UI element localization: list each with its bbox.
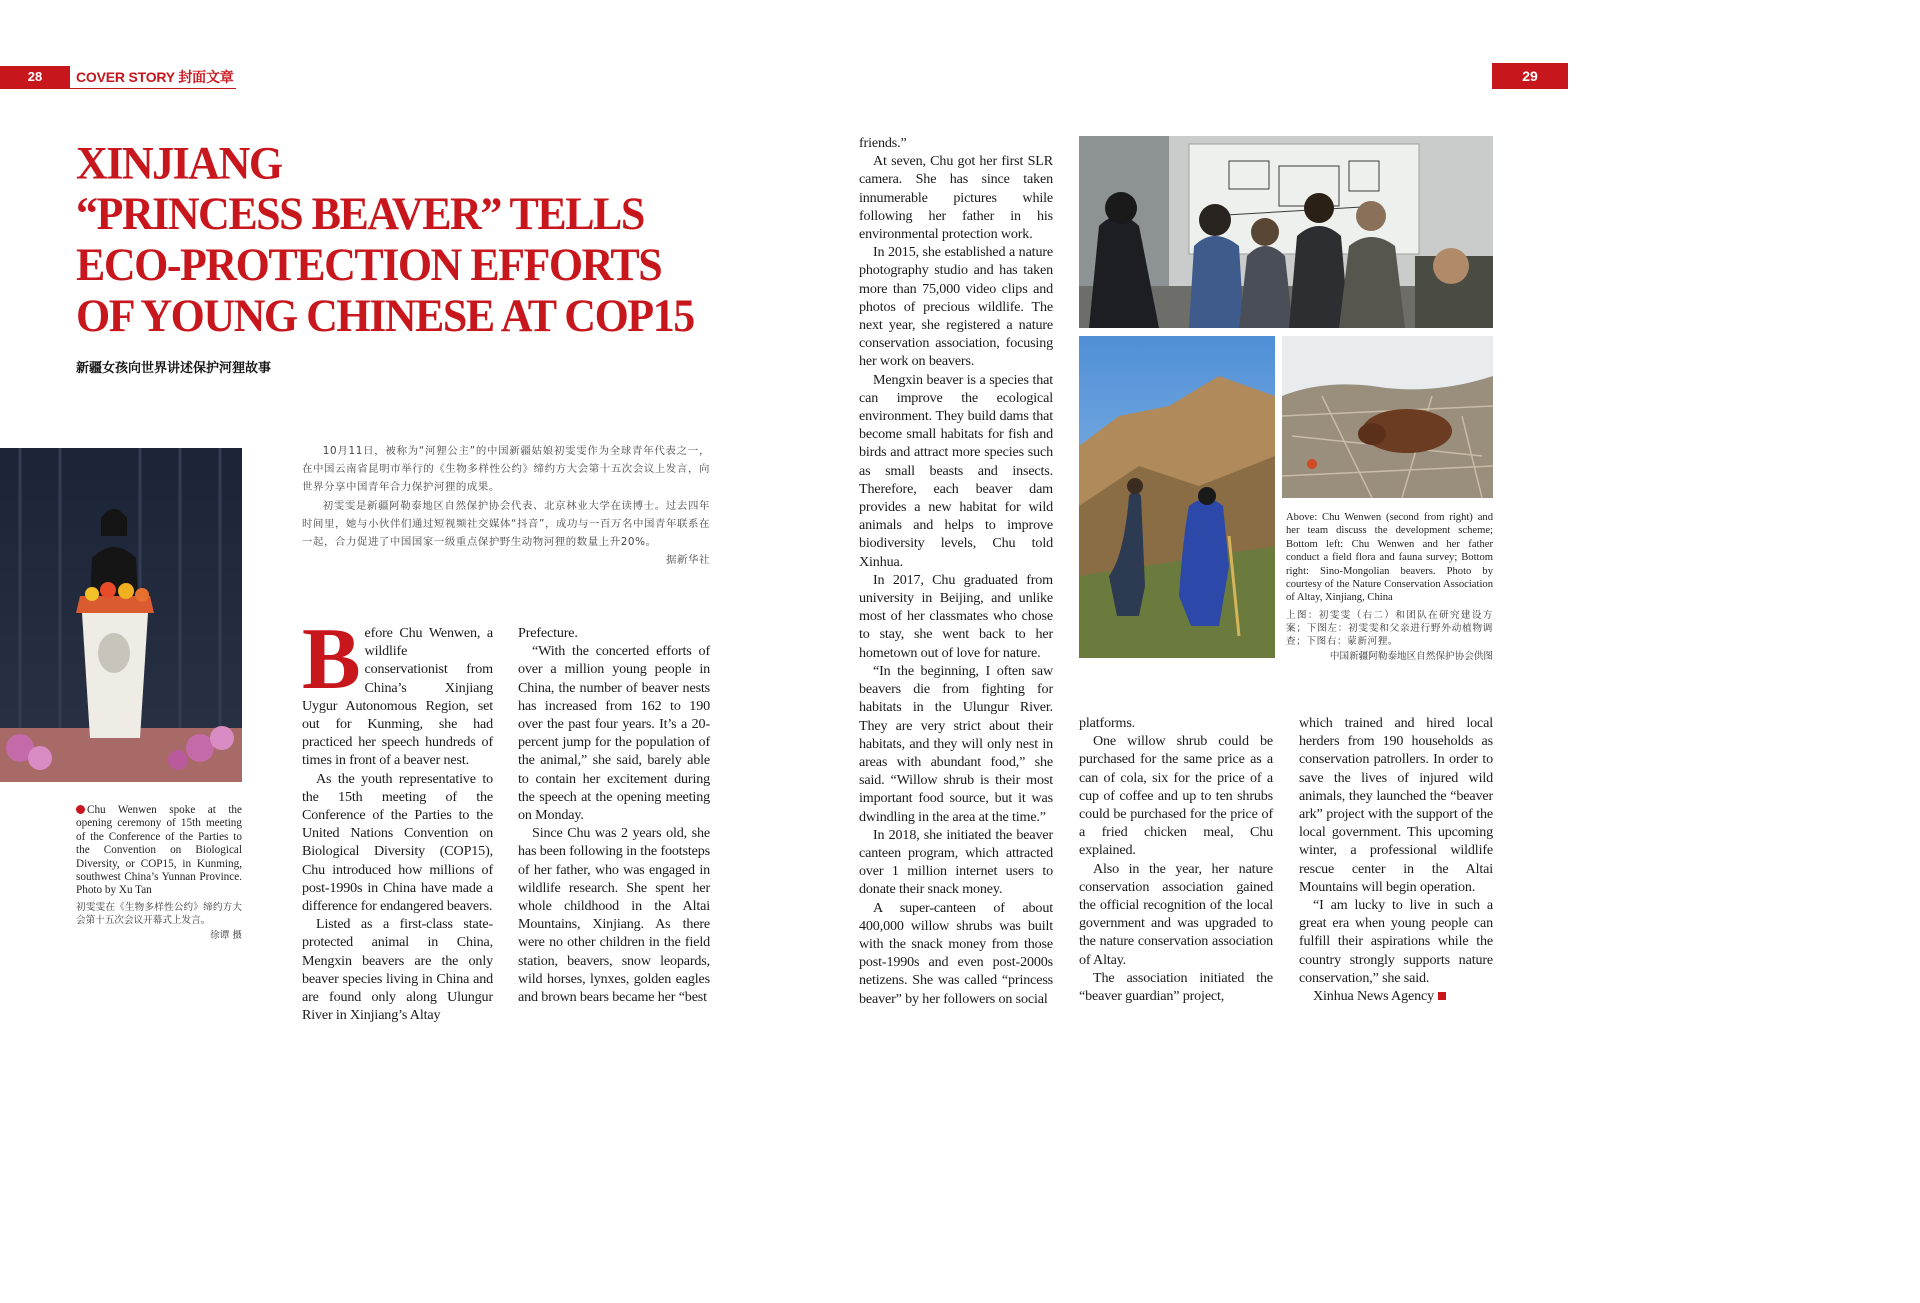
chinese-intro xyxy=(302,442,710,569)
paragraph: One willow shrub could be purchased for the same price as a can of cola, six for the price of a cup of coffee and up to ten shrubs could be purchased for the price of a fried chicken meal, Chu explained. xyxy=(1079,733,1273,859)
paragraph: which trained and hired local herders from 190 households as conservation patrollers. In order to save the lives of injured wild animals, they launched the “beaver ark” project with the support of the local government. This upcoming winter, a professional wildlife rescue center in the Altai Mountains will begin operation. xyxy=(1299,715,1493,895)
drop-cap: B xyxy=(302,611,361,708)
headline xyxy=(76,138,776,342)
end-mark xyxy=(1438,992,1446,1000)
paragraph: Mengxin beaver is a species that can improve the ecological environment. They build dams that become small habitats for fish and birds and attract more species such as small beasts and insects. Therefore, each beaver dam provides a new habitat for wild animals and helps to improve biodiversity levels, Chu told Xinhua. xyxy=(859,371,1053,570)
paragraph: In 2018, she initiated the beaver canteen program, which attracted over 1 million internet users to donate their snack money. xyxy=(859,826,1053,898)
team-photo-credit: 中国新疆阿勒泰地区自然保护协会供图 xyxy=(1329,650,1493,662)
paragraph: The association initiated the “beaver guardian” project, xyxy=(1079,969,1273,1005)
cn-intro-source: 据新华社 xyxy=(666,554,710,567)
section-label: COVER STORY 封面文章 xyxy=(76,69,234,85)
paragraph: “With the concerted efforts of over a million young people in China, the number of beaver nests has increased from 162 to 190 over the past four years. It’s a 20-percent jump for the population of the animal,” she said, barely able to contain her excitement during the speech at the opening meeting on Monday. xyxy=(518,643,710,824)
headline-line: ECO-PROTECTION EFFORTS xyxy=(76,238,662,291)
paragraph: In 2015, she established a nature photography studio and has taken more than 75,000 video clips and photos of precious wildlife. The next year, she registered a nature conservation association, focusing her work on beavers. xyxy=(859,244,1053,370)
paragraph: platforms. xyxy=(1079,715,1136,731)
header-rule xyxy=(0,88,236,89)
paragraph: At seven, Chu got her first SLR camera. She has since taken innumerable pictures while following her father in his environmental protection work. xyxy=(859,153,1053,243)
paragraph: A super-canteen of about 400,000 willow shrubs was built with the snack money from those post-1990s and even post-2000s netizens. She was called “princess beaver” by her followers on social xyxy=(859,899,1053,1007)
body-column-1 xyxy=(302,611,493,1024)
headline-line: OF YOUNG CHINESE AT COP15 xyxy=(76,289,694,342)
paragraph: “In the beginning, I often saw beavers die from fighting for habitats in the Ulungur River. They are very strict about their habitats, and they will only nest in areas with abundant food,” she said. “Willow shrub is their most important food source, but it was dwindling in the area at the time.” xyxy=(859,662,1053,825)
team-discussion-photo xyxy=(1079,136,1493,328)
paragraph: Since Chu was 2 years old, she has been following in the footsteps of her father, who was engaged in wildlife research. She spent her whole childhood in the Altai Mountains, Xinjiang. As there were no other children in the field station, beavers, snow leopards, wild horses, lynxes, golden eagles and brown bears became her “best xyxy=(518,825,710,1006)
cn-intro-paragraph: 初雯雯是新疆阿勒泰地区自然保护协会代表、北京林业大学在读博士。过去四年时间里，她与小伙伴们通过短视频社交媒体“抖音”，成功与一百万名中国青年联系在一起，合力促进了中国国家一级重点保护野生动物河狸的数量上升20%。 xyxy=(302,499,710,549)
body-column-3 xyxy=(859,134,1053,1008)
paragraph: friends.” xyxy=(859,135,907,151)
byline: Xinhua News Agency xyxy=(1313,988,1434,1005)
page-header-left xyxy=(0,66,236,88)
team-caption xyxy=(1286,511,1493,662)
paragraph: Prefecture. xyxy=(518,625,578,641)
body-column-4 xyxy=(1079,714,1273,1005)
speaker-photo xyxy=(0,448,242,782)
field-survey-photo xyxy=(1079,336,1275,658)
subtitle-chinese: 新疆女孩向世界讲述保护河狸故事 xyxy=(76,361,272,376)
camera-icon xyxy=(76,805,85,814)
paragraph: In 2017, Chu graduated from university in Beijing, and unlike most of her classmates who chose to stay, she went back to her hometown out of love for nature. xyxy=(859,571,1053,661)
beaver-photo xyxy=(1282,336,1493,498)
headline-line: “PRINCESS BEAVER” TELLS xyxy=(76,187,644,240)
headline-line: XINJIANG xyxy=(76,136,282,189)
team-caption-cn: 上图：初雯雯（右二）和团队在研究建设方案；下图左：初雯雯和父亲进行野外动植物调查；下图右：蒙新河狸。 xyxy=(1286,609,1493,647)
speaker-caption-en: Chu Wenwen spoke at the opening ceremony of 15th meeting of the Conference of the Parties to the Convention on Biological Diversity, or COP15, in Kunming, southwest China’s Yunnan Province. Photo by Xu Tan xyxy=(76,804,242,897)
body-column-5 xyxy=(1299,714,1493,1005)
paragraph: Also in the year, her nature conservation association gained the official recognition of the local government and was upgraded to the nature conservation association of Altay. xyxy=(1079,860,1273,968)
body-column-2 xyxy=(518,624,710,1006)
page-number-left: 28 xyxy=(0,66,70,88)
page-number-right: 29 xyxy=(1492,63,1568,89)
paragraph: Listed as a first-class state-protected animal in China, Mengxin beavers are the only beaver species living in China and are found only along Ulungur River in Xinjiang’s Altay xyxy=(302,916,493,1024)
speaker-caption xyxy=(76,804,242,941)
paragraph: efore Chu Wenwen, a wildlife conservationist from China’s Xinjiang Uygur Autonomous Region, set out for Kunming, she had practiced her speech hundreds of times in front of a beaver nest. xyxy=(302,625,493,769)
paragraph: As the youth representative to the 15th meeting of the Conference of the Parties to the United Nations Convention on Biological Diversity (COP15), Chu introduced how millions of post-1990s in China have made a difference for endangered beavers. xyxy=(302,770,493,915)
speaker-caption-cn: 初雯雯在《生物多样性公约》缔约方大会第十五次会议开幕式上发言。 xyxy=(76,901,242,926)
cn-intro-paragraph: 10月11日，被称为“河狸公主”的中国新疆姑娘初雯雯作为全球青年代表之一，在中国云南省昆明市举行的《生物多样性公约》缔约方大会第十五次会议上发言，向世界分享中国青年合力保护河狸的成果。 xyxy=(302,445,710,494)
team-caption-en: Above: Chu Wenwen (second from right) and her team discuss the development scheme; Bottom left: Chu Wenwen and her father conduct a field flora and fauna survey; Bottom right: Sino-Mongolian beavers. Photo by courtesy of the Nature Conservation Association of Altay, Xinjiang, China xyxy=(1286,512,1493,604)
speaker-photo-credit: 徐谭 摄 xyxy=(210,929,242,941)
paragraph: “I am lucky to live in such a great era when young people can fulfill their aspirations while the country strongly supports nature conservation,” she said. xyxy=(1299,897,1493,986)
